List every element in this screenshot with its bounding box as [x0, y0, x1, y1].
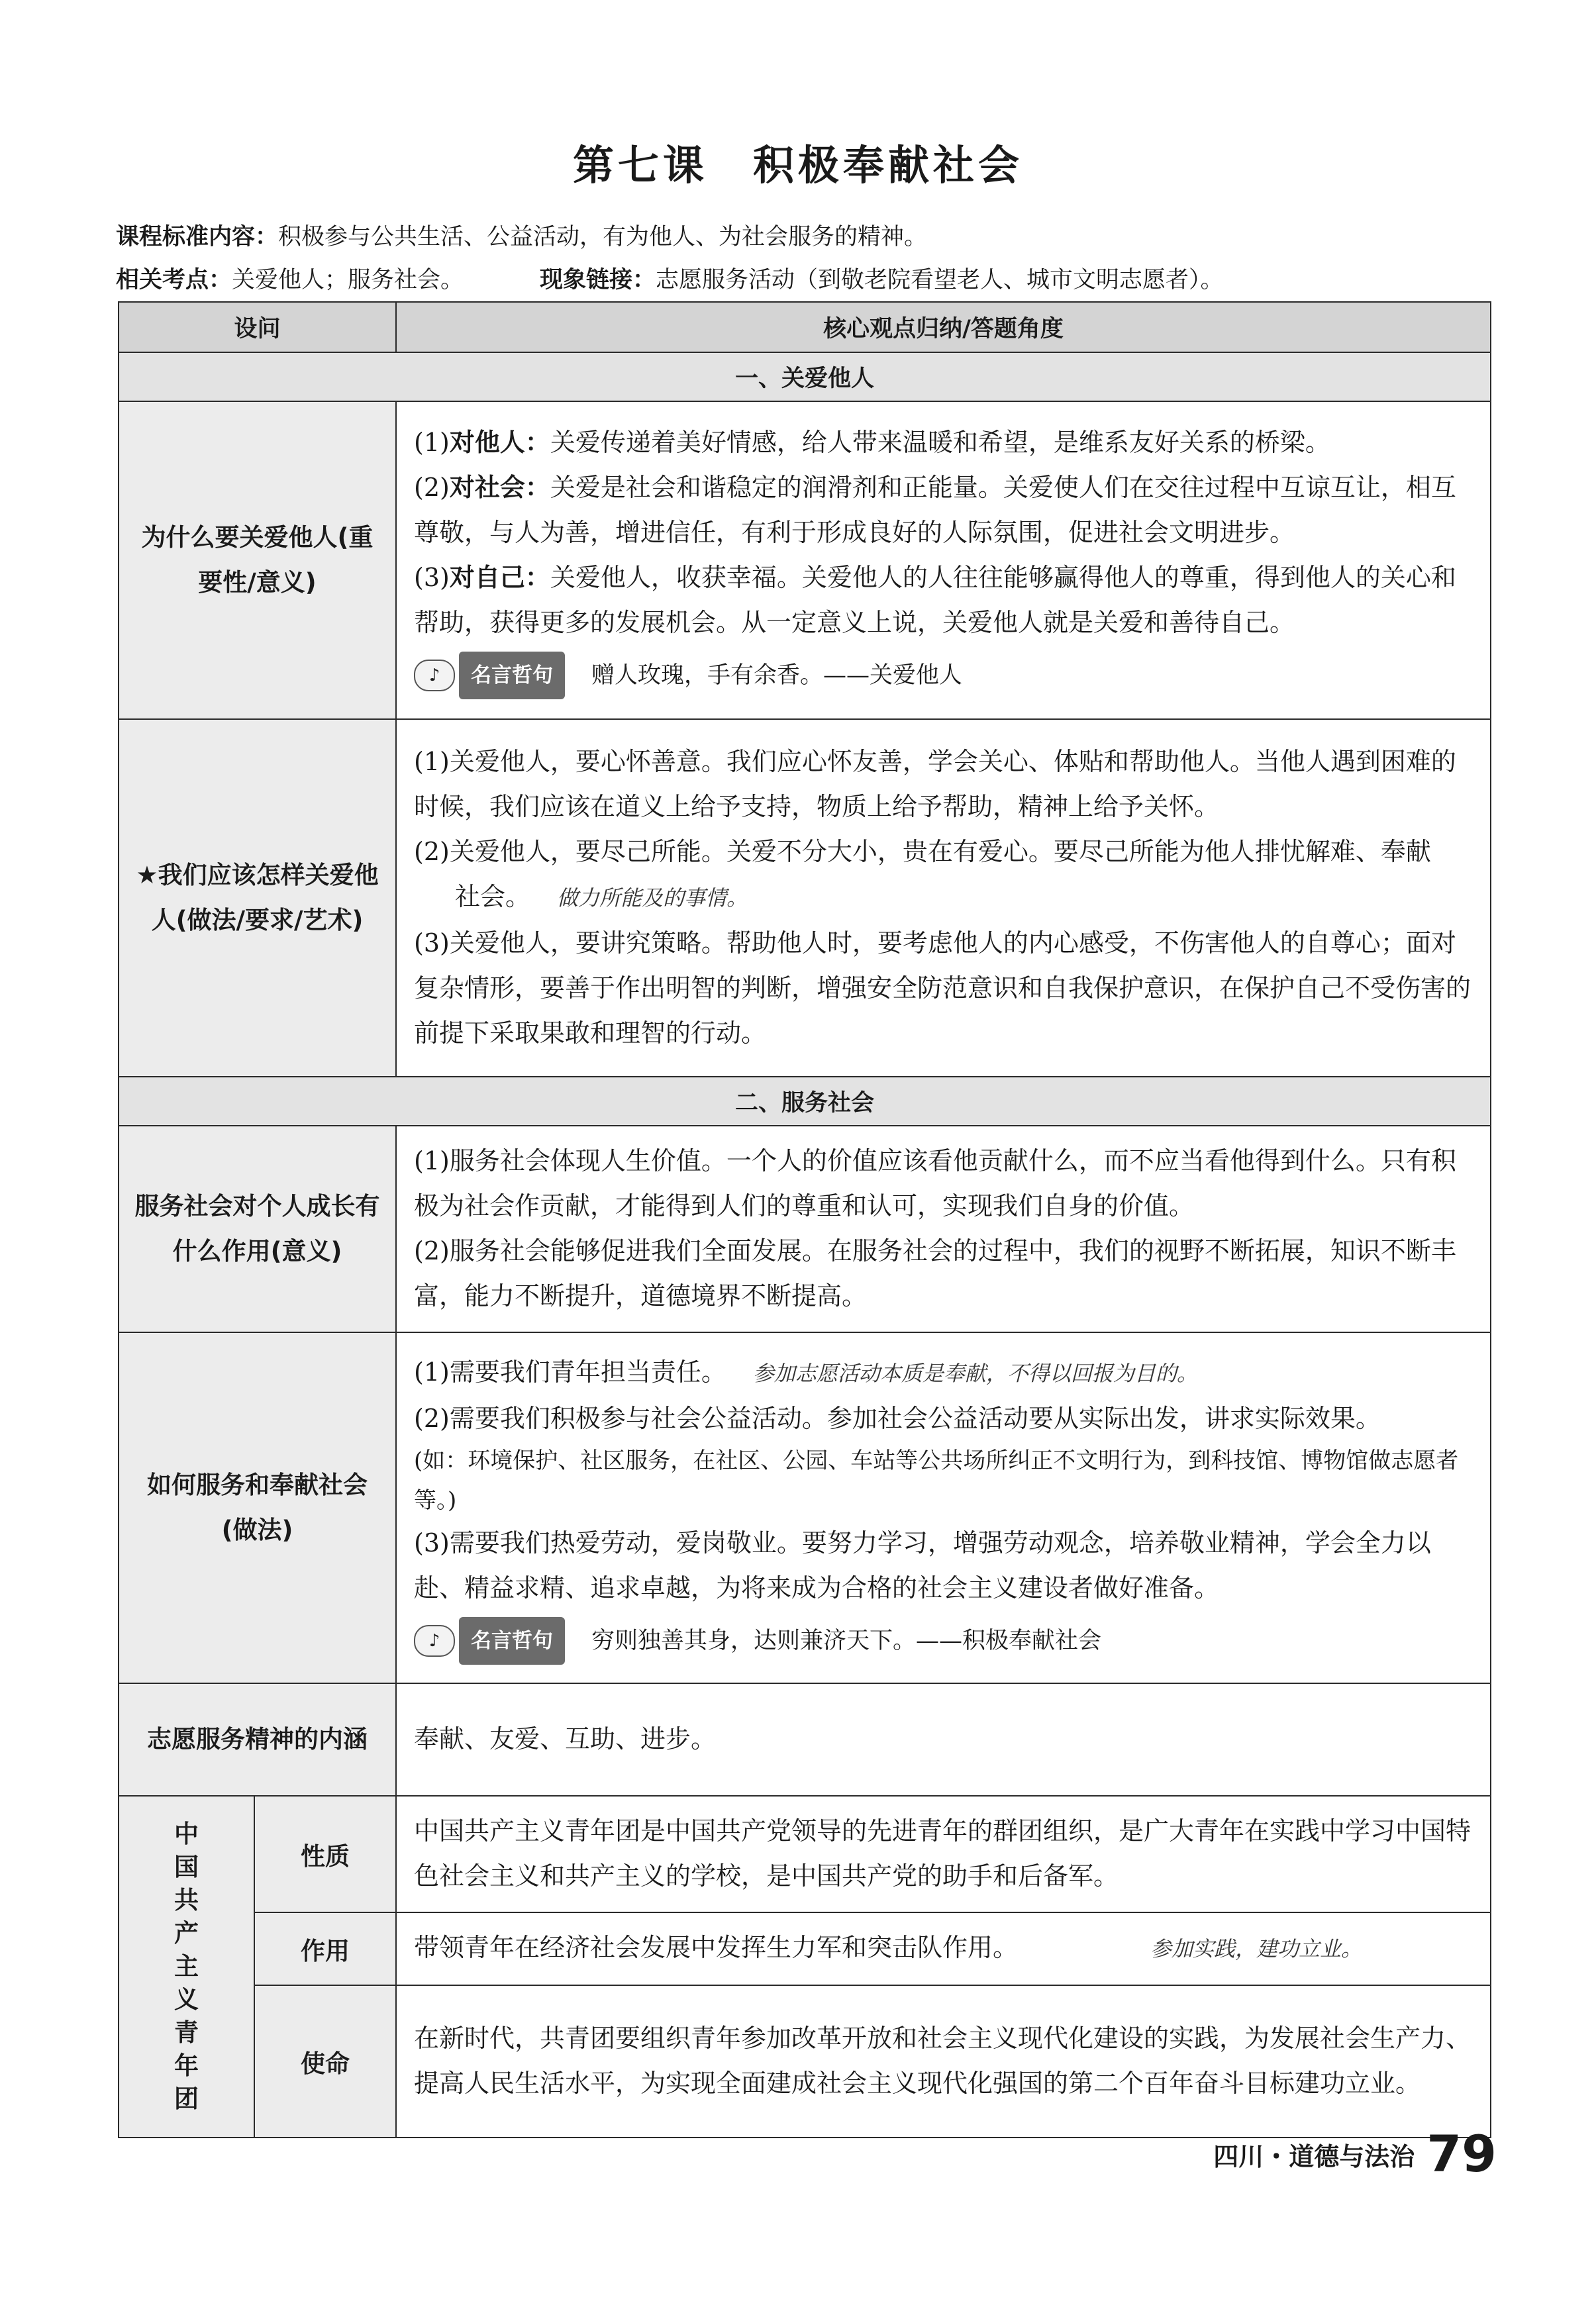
header-question: 设问	[119, 302, 396, 352]
handwritten-note: 参加志愿活动本质是奉献，不得以回报为目的。	[752, 1361, 1198, 1386]
points-text: 关爱他人；服务社会。	[232, 267, 464, 293]
question-cell: 服务社会对个人成长有什么作用(意义)	[119, 1126, 396, 1332]
handwritten-note: 做力所能及的事情。	[557, 885, 748, 911]
table-row	[119, 1126, 1491, 1332]
curriculum-standard	[116, 219, 927, 252]
answer-item: (3)对自己：关爱他人，收获幸福。关爱他人的人往往能够赢得他人的尊重，得到他人的关心和帮助，获得更多的发展机会。从一定意义上说，关爱他人就是关爱和善待自己。	[414, 562, 1456, 637]
speaker-icon: ♪	[414, 660, 455, 691]
quote-tag: 名言哲句	[459, 1617, 565, 1665]
answer-item: (2)需要我们积极参与社会公益活动。参加社会公益活动要从实际出发，讲求实际效果。	[414, 1404, 1381, 1433]
page-number: 79	[1426, 2124, 1497, 2183]
knowledge-table	[118, 301, 1491, 2138]
quote-box	[414, 652, 1473, 699]
answer-item: 奉献、友爱、互助、进步。	[414, 1724, 717, 1753]
answer-cell	[396, 1332, 1491, 1683]
answer-item: (2)服务社会能够促进我们全面发展。在服务社会的过程中，我们的视野不断拓展，知识不断丰富，能力不断提升，道德境界不断提高。	[414, 1236, 1456, 1310]
table-header	[119, 302, 1491, 352]
answer-item: 带领青年在经济社会发展中发挥生力军和突击队作用。 参加实践，建功立业。	[414, 1933, 1363, 1962]
section-row	[119, 1077, 1491, 1126]
answer-cell	[396, 1683, 1491, 1796]
page-footer	[1213, 2124, 1497, 2183]
answer-item: 在新时代，共青团要组织青年参加改革开放和社会主义现代化建设的实践，为发展社会生产力、提高人民生活水平，为实现全面建成社会主义现代化强国的第二个百年奋斗目标建功立业。	[414, 2024, 1471, 2098]
question-cell: 为什么要关爱他人(重要性/意义)	[119, 401, 396, 719]
speaker-icon: ♪	[414, 1625, 455, 1657]
link-label: 现象链接：	[540, 267, 656, 293]
section-title: 二、服务社会	[119, 1077, 1491, 1126]
subject-label: 四川・道德与法治	[1213, 2142, 1415, 2171]
table-row	[119, 1332, 1491, 1683]
table-row	[119, 1683, 1491, 1796]
answer-cell	[396, 1126, 1491, 1332]
question-cell: 如何服务和奉献社会(做法)	[119, 1332, 396, 1683]
answer-item: (2)关爱他人，要尽己所能。关爱不分大小，贵在有爱心。要尽己所能为他人排忧解难、奉献	[414, 837, 1431, 866]
answer-item: (2)对社会：关爱是社会和谐稳定的润滑剂和正能量。关爱使人们在交往过程中互谅互让，相互尊敬，与人为善，增进信任，有利于形成良好的人际氛围，促进社会文明进步。	[414, 472, 1456, 547]
related-points	[116, 262, 1224, 295]
answer-cell	[396, 1985, 1491, 2138]
answer-item: 中国共产主义青年团是中国共产党领导的先进青年的群团组织，是广大青年在实践中学习中国特色社会主义和共产主义的学校，是中国共产党的助手和后备军。	[414, 1816, 1471, 1891]
question-cell: ★我们应该怎样关爱他人(做法/要求/艺术)	[119, 719, 396, 1077]
league-label: 中国共产主义青年团	[119, 1796, 254, 2138]
sub-label-mission: 使命	[254, 1985, 396, 2138]
section-title: 一、关爱他人	[119, 352, 1491, 401]
link-text: 志愿服务活动（到敬老院看望老人、城市文明志愿者）。	[656, 267, 1224, 293]
answer-item: (3)关爱他人，要讲究策略。帮助他人时，要考虑他人的内心感受，不伤害他人的自尊心；面对复杂情形，要善于作出明智的判断，增强安全防范意识和自我保护意识，在保护自己不受伤害的前提下采取果敢和理智的行动。	[414, 928, 1471, 1048]
answer-item: (1)需要我们青年担当责任。 参加志愿活动本质是奉献，不得以回报为目的。	[414, 1357, 1198, 1387]
answer-item: (1)对他人：关爱传递着美好情感，给人带来温暖和希望，是维系友好关系的桥梁。	[414, 427, 1330, 457]
table-row	[119, 1796, 1491, 1912]
answer-item: (1)关爱他人，要心怀善意。我们应心怀友善，学会关心、体贴和帮助他人。当他人遇到困难的时候，我们应该在道义上给予支持，物质上给予帮助，精神上给予关怀。	[414, 747, 1456, 821]
table-row	[119, 401, 1491, 719]
question-cell: 志愿服务精神的内涵	[119, 1683, 396, 1796]
section-row	[119, 352, 1491, 401]
standard-text: 积极参与公共生活、公益活动，有为他人、为社会服务的精神。	[278, 224, 928, 250]
handwritten-note: 参加实践，建功立业。	[1150, 1936, 1363, 1961]
points-label: 相关考点：	[116, 267, 232, 293]
quote-text: 穷则独善其身，达则兼济天下。——积极奉献社会	[591, 1628, 1102, 1654]
quote-box	[414, 1617, 1473, 1665]
page-title: 第七课 积极奉献社会	[572, 141, 1023, 189]
header-answer: 核心观点归纳/答题角度	[396, 302, 1491, 352]
answer-cell	[396, 401, 1491, 719]
answer-example: (如：环境保护、社区服务，在社区、公园、车站等公共场所纠正不文明行为，到科技馆、博物馆做志愿者等。)	[414, 1448, 1459, 1514]
answer-item: 社会。 做力所能及的事情。	[455, 882, 748, 911]
quote-tag: 名言哲句	[459, 652, 565, 699]
answer-cell	[396, 1796, 1491, 1912]
table-row	[119, 1985, 1491, 2138]
table-row	[119, 1912, 1491, 1985]
answer-item: (3)需要我们热爱劳动，爱岗敬业。要努力学习，增强劳动观念，培养敬业精神，学会全力以赴、精益求精、追求卓越，为将来成为合格的社会主义建设者做好准备。	[414, 1528, 1431, 1602]
sub-label-role: 作用	[254, 1912, 396, 1985]
standard-label: 课程标准内容：	[116, 224, 279, 250]
quote-text: 赠人玫瑰，手有余香。——关爱他人	[591, 662, 963, 689]
answer-item: (1)服务社会体现人生价值。一个人的价值应该看他贡献什么，而不应当看他得到什么。只有积极为社会作贡献，才能得到人们的尊重和认可，实现我们自身的价值。	[414, 1146, 1456, 1220]
table-row	[119, 719, 1491, 1077]
answer-cell	[396, 1912, 1491, 1985]
answer-cell	[396, 719, 1491, 1077]
sub-label-nature: 性质	[254, 1796, 396, 1912]
phenomenon-link	[540, 262, 1224, 295]
